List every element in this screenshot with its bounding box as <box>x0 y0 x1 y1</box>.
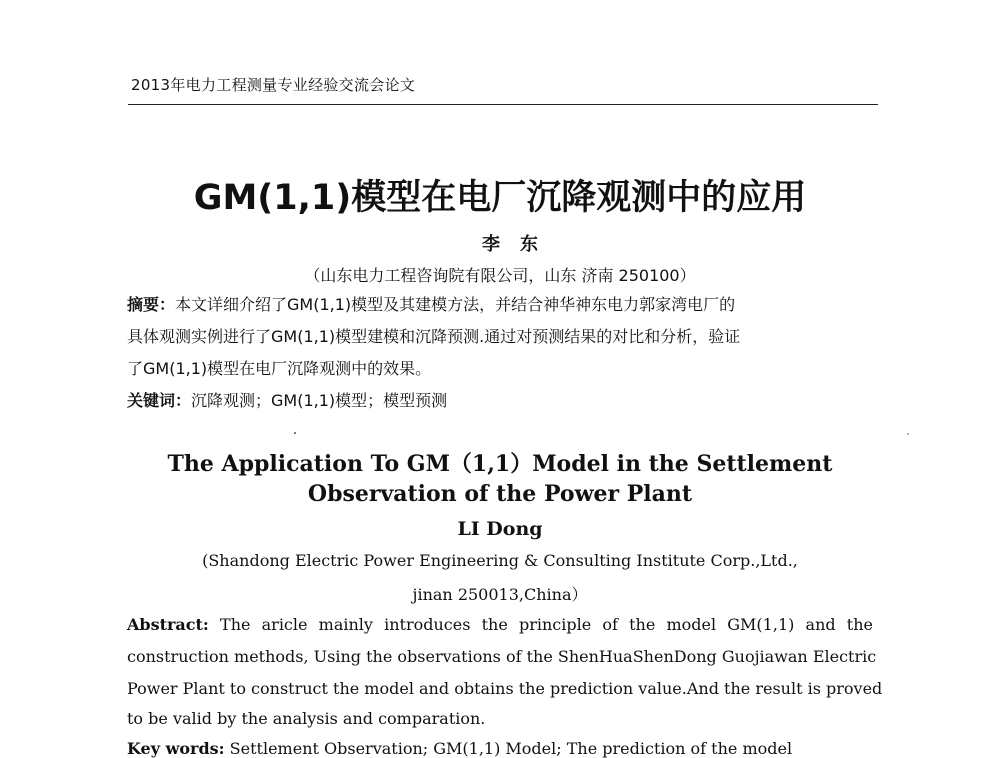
abstract-cn-text: 本文详细介绍了GM(1,1)模型及其建模方法，并结合神华神东电力郭家湾电厂的 <box>175 295 736 314</box>
author-en: LI Dong <box>457 518 543 540</box>
keywords-cn <box>127 388 447 411</box>
abstract-en-text: The aricle mainly introduces the principle of the model GM(1,1) and the <box>220 615 873 634</box>
paper-title-cn: GM(1,1)模型在电厂沉降观测中的应用 <box>193 178 807 218</box>
affiliation-en-line-2: jinan 250013,China） <box>412 585 588 604</box>
affiliation-en-line-1: (Shandong Electric Power Engineering & Consulting Institute Corp.,Ltd., <box>202 551 798 570</box>
abstract-en-line-1 <box>127 615 873 634</box>
abstract-label-cn: 摘要： <box>127 295 176 314</box>
keywords-label-en: Key words: <box>127 739 225 758</box>
abstract-cn-line-3: 了GM(1,1)模型在电厂沉降观测中的效果。 <box>127 359 432 378</box>
author-cn: 李东 <box>482 234 558 255</box>
abstract-en-line-4: to be valid by the analysis and comparation. <box>127 709 486 728</box>
abstract-cn-line-2: 具体观测实例进行了GM(1,1)模型建模和沉降预测.通过对预测结果的对比和分析，验证 <box>127 327 741 346</box>
header-rule <box>128 104 878 105</box>
scan-speck <box>907 433 909 435</box>
keywords-en-text: Settlement Observation; GM(1,1) Model; The prediction of the model <box>229 739 793 758</box>
abstract-en-line-3: Power Plant to construct the model and obtains the prediction value.And the result is proved <box>127 679 883 698</box>
paper-title-en-line-1: The Application To GM（1,1）Model in the Settlement <box>167 451 833 477</box>
keywords-en <box>127 739 873 758</box>
paper-title-en-line-2: Observation of the Power Plant <box>307 481 693 507</box>
abstract-en-line-2: construction methods, Using the observations of the ShenHuaShenDong Guojiawan Electric <box>127 647 877 666</box>
running-header: 2013年电力工程测量专业经验交流会论文 <box>131 76 416 94</box>
affiliation-cn: （山东电力工程咨询院有限公司，山东 济南 250100） <box>304 266 696 285</box>
keywords-cn-text: 沉降观测；GM(1,1)模型；模型预测 <box>191 391 448 410</box>
abstract-label-en: Abstract: <box>127 615 209 634</box>
abstract-cn-line-1 <box>127 292 735 315</box>
keywords-label-cn: 关键词： <box>127 391 192 410</box>
scan-speck <box>294 432 296 434</box>
